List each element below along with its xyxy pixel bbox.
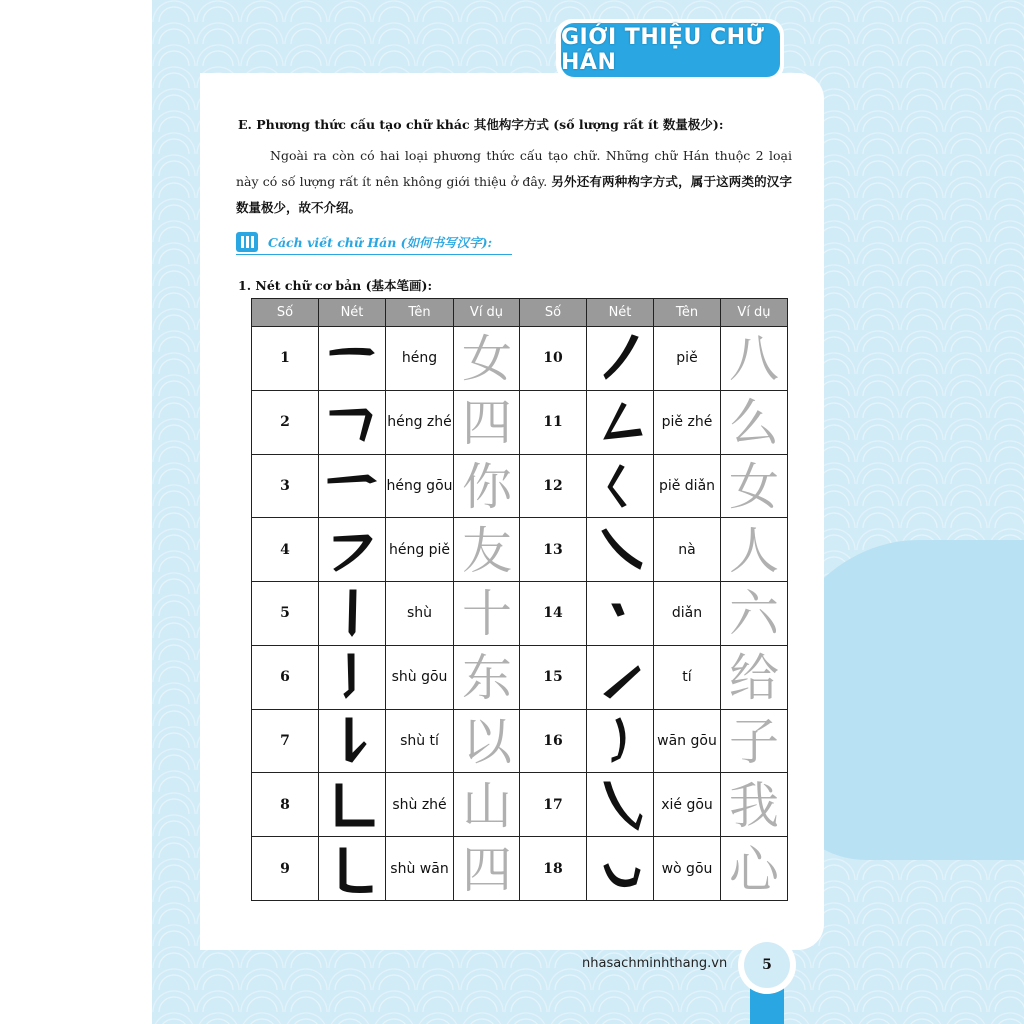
example-character bbox=[456, 456, 518, 516]
heng-stroke-icon bbox=[322, 329, 382, 387]
na-stroke-icon bbox=[590, 521, 650, 579]
column-header: Ví dụ bbox=[454, 299, 520, 327]
stroke-number: 9 bbox=[252, 837, 319, 901]
shu-gou-stroke-icon bbox=[322, 648, 382, 706]
stroke-name: shù wān bbox=[386, 837, 454, 901]
stroke-number: 5 bbox=[252, 582, 319, 646]
table-row bbox=[252, 773, 788, 837]
website-url: nhasachminhthang.vn bbox=[582, 956, 728, 971]
ti-stroke-icon bbox=[590, 648, 650, 706]
shu-zhe-stroke-icon bbox=[322, 776, 382, 834]
heng-gou-stroke-icon bbox=[322, 457, 382, 515]
column-header: Số bbox=[252, 299, 319, 327]
example-character bbox=[723, 583, 785, 643]
svg-text:你: 你 bbox=[461, 457, 512, 516]
svg-text:心: 心 bbox=[729, 840, 779, 899]
svg-text:女: 女 bbox=[461, 330, 512, 389]
stroke-name: héng gōu bbox=[386, 454, 454, 518]
example-cell bbox=[454, 709, 520, 773]
stroke-cell bbox=[319, 645, 386, 709]
column-header: Ví dụ bbox=[721, 299, 788, 327]
example-character bbox=[723, 711, 785, 771]
stroke-cell bbox=[319, 327, 386, 391]
svg-text:子: 子 bbox=[729, 712, 779, 771]
svg-text:六: 六 bbox=[729, 585, 779, 644]
xie-gou-stroke-icon bbox=[590, 776, 650, 834]
example-character bbox=[456, 775, 518, 835]
stroke-number: 14 bbox=[520, 582, 587, 646]
svg-text:八: 八 bbox=[729, 330, 779, 389]
example-character bbox=[723, 456, 785, 516]
example-cell bbox=[721, 773, 788, 837]
section-e-heading: E. Phương thức cấu tạo chữ khác 其他构字方式 (số lượng rất ít 数量极少): bbox=[238, 117, 724, 132]
svg-text:友: 友 bbox=[461, 521, 512, 580]
stroke-number: 13 bbox=[520, 518, 587, 582]
basic-strokes-heading: 1. Nét chữ cơ bản (基本笔画): bbox=[238, 278, 433, 293]
example-character bbox=[723, 392, 785, 452]
stroke-cell bbox=[587, 645, 654, 709]
pie-zhe-stroke-icon bbox=[590, 393, 650, 451]
stroke-number: 4 bbox=[252, 518, 319, 582]
pie-dian-stroke-icon bbox=[590, 457, 650, 515]
svg-text:我: 我 bbox=[729, 776, 779, 835]
stroke-number: 6 bbox=[252, 645, 319, 709]
example-character bbox=[456, 328, 518, 388]
stroke-number: 18 bbox=[520, 837, 587, 901]
example-character bbox=[723, 839, 785, 899]
table-row bbox=[252, 327, 788, 391]
svg-text:四: 四 bbox=[461, 840, 512, 899]
header-badge bbox=[561, 23, 780, 77]
example-character bbox=[723, 520, 785, 580]
stroke-name: shù bbox=[386, 582, 454, 646]
shu-stroke-icon bbox=[322, 584, 382, 642]
stroke-name: piě diǎn bbox=[654, 454, 721, 518]
example-character bbox=[723, 328, 785, 388]
table-row bbox=[252, 837, 788, 901]
dian-stroke-icon bbox=[590, 584, 650, 642]
stroke-name: wān gōu bbox=[654, 709, 721, 773]
stroke-name: wò gōu bbox=[654, 837, 721, 901]
example-character bbox=[456, 520, 518, 580]
wan-gou-stroke-icon bbox=[590, 712, 650, 770]
example-character bbox=[456, 711, 518, 771]
column-header: Nét bbox=[319, 299, 386, 327]
stroke-name: piě zhé bbox=[654, 390, 721, 454]
table-row bbox=[252, 454, 788, 518]
column-header: Tên bbox=[654, 299, 721, 327]
svg-text:东: 东 bbox=[461, 649, 512, 708]
stroke-name: shù gōu bbox=[386, 645, 454, 709]
stroke-cell bbox=[587, 518, 654, 582]
shu-ti-stroke-icon bbox=[322, 712, 382, 770]
stroke-number: 11 bbox=[520, 390, 587, 454]
table-header-row bbox=[252, 299, 788, 327]
stroke-number: 10 bbox=[520, 327, 587, 391]
example-cell bbox=[454, 327, 520, 391]
table-row bbox=[252, 518, 788, 582]
stroke-cell bbox=[319, 582, 386, 646]
section-icon bbox=[236, 232, 258, 252]
example-character bbox=[456, 392, 518, 452]
stroke-number: 1 bbox=[252, 327, 319, 391]
section-e-paragraph bbox=[236, 143, 792, 221]
stroke-cell bbox=[587, 390, 654, 454]
stroke-number: 2 bbox=[252, 390, 319, 454]
table-row bbox=[252, 645, 788, 709]
svg-text:四: 四 bbox=[461, 394, 512, 453]
stroke-name: nà bbox=[654, 518, 721, 582]
example-character bbox=[723, 775, 785, 835]
example-character bbox=[456, 839, 518, 899]
example-cell bbox=[721, 454, 788, 518]
stroke-table bbox=[251, 298, 788, 901]
example-cell bbox=[721, 645, 788, 709]
example-character bbox=[456, 583, 518, 643]
column-header: Số bbox=[520, 299, 587, 327]
stroke-name: héng bbox=[386, 327, 454, 391]
writing-section-header bbox=[236, 230, 512, 255]
page-number: 5 bbox=[744, 942, 790, 988]
heng-pie-stroke-icon bbox=[322, 521, 382, 579]
paragraph-chinese: 另外还有两种构字方式，属于这两类的汉字数量极少，故不介绍。 bbox=[236, 174, 792, 215]
stroke-cell bbox=[319, 837, 386, 901]
page-title: GIỚI THIỆU CHỮ HÁN bbox=[561, 25, 765, 75]
example-cell bbox=[454, 582, 520, 646]
stroke-name: xié gōu bbox=[654, 773, 721, 837]
stroke-number: 15 bbox=[520, 645, 587, 709]
example-cell bbox=[454, 390, 520, 454]
example-cell bbox=[454, 645, 520, 709]
stroke-name: shù zhé bbox=[386, 773, 454, 837]
example-character bbox=[723, 647, 785, 707]
stroke-number: 8 bbox=[252, 773, 319, 837]
stroke-number: 17 bbox=[520, 773, 587, 837]
stroke-name: héng piě bbox=[386, 518, 454, 582]
example-cell bbox=[721, 582, 788, 646]
example-cell bbox=[721, 518, 788, 582]
stroke-cell bbox=[319, 454, 386, 518]
example-cell bbox=[454, 454, 520, 518]
svg-text:山: 山 bbox=[461, 776, 512, 835]
stroke-number: 3 bbox=[252, 454, 319, 518]
example-character bbox=[456, 647, 518, 707]
stroke-number: 12 bbox=[520, 454, 587, 518]
example-cell bbox=[721, 327, 788, 391]
example-cell bbox=[721, 837, 788, 901]
svg-text:么: 么 bbox=[729, 394, 779, 453]
stroke-cell bbox=[587, 709, 654, 773]
stroke-cell bbox=[587, 454, 654, 518]
stroke-name: shù tí bbox=[386, 709, 454, 773]
svg-text:以: 以 bbox=[461, 712, 512, 771]
heng-zhe-stroke-icon bbox=[322, 393, 382, 451]
svg-text:十: 十 bbox=[461, 585, 512, 644]
example-cell bbox=[721, 390, 788, 454]
table-row bbox=[252, 390, 788, 454]
svg-text:给: 给 bbox=[729, 649, 779, 708]
stroke-cell bbox=[587, 327, 654, 391]
stroke-cell bbox=[319, 390, 386, 454]
column-header: Nét bbox=[587, 299, 654, 327]
pie-stroke-icon bbox=[590, 329, 650, 387]
example-cell bbox=[454, 518, 520, 582]
example-cell bbox=[721, 709, 788, 773]
stroke-name: piě bbox=[654, 327, 721, 391]
page-number-badge bbox=[738, 936, 796, 994]
writing-section-title: Cách viết chữ Hán (如何书写汉字): bbox=[268, 235, 493, 250]
svg-text:女: 女 bbox=[729, 457, 779, 516]
stroke-cell bbox=[587, 837, 654, 901]
example-cell bbox=[454, 773, 520, 837]
paragraph-vietnamese: Ngoài ra còn có hai loại phương thức cấu tạo chữ. Những chữ Hán thuộc 2 loại này có số lượng rất ít nên không giới thiệu ở đây. bbox=[236, 148, 792, 189]
stroke-cell bbox=[319, 709, 386, 773]
stroke-name: héng zhé bbox=[386, 390, 454, 454]
example-cell bbox=[454, 837, 520, 901]
stroke-cell bbox=[587, 582, 654, 646]
wo-gou-stroke-icon bbox=[590, 840, 650, 898]
table-row bbox=[252, 582, 788, 646]
stroke-name: tí bbox=[654, 645, 721, 709]
svg-text:人: 人 bbox=[729, 521, 779, 580]
stroke-cell bbox=[587, 773, 654, 837]
stroke-number: 7 bbox=[252, 709, 319, 773]
shu-wan-stroke-icon bbox=[322, 840, 382, 898]
stroke-number: 16 bbox=[520, 709, 587, 773]
column-header: Tên bbox=[386, 299, 454, 327]
table-row bbox=[252, 709, 788, 773]
stroke-cell bbox=[319, 518, 386, 582]
stroke-cell bbox=[319, 773, 386, 837]
stroke-name: diǎn bbox=[654, 582, 721, 646]
